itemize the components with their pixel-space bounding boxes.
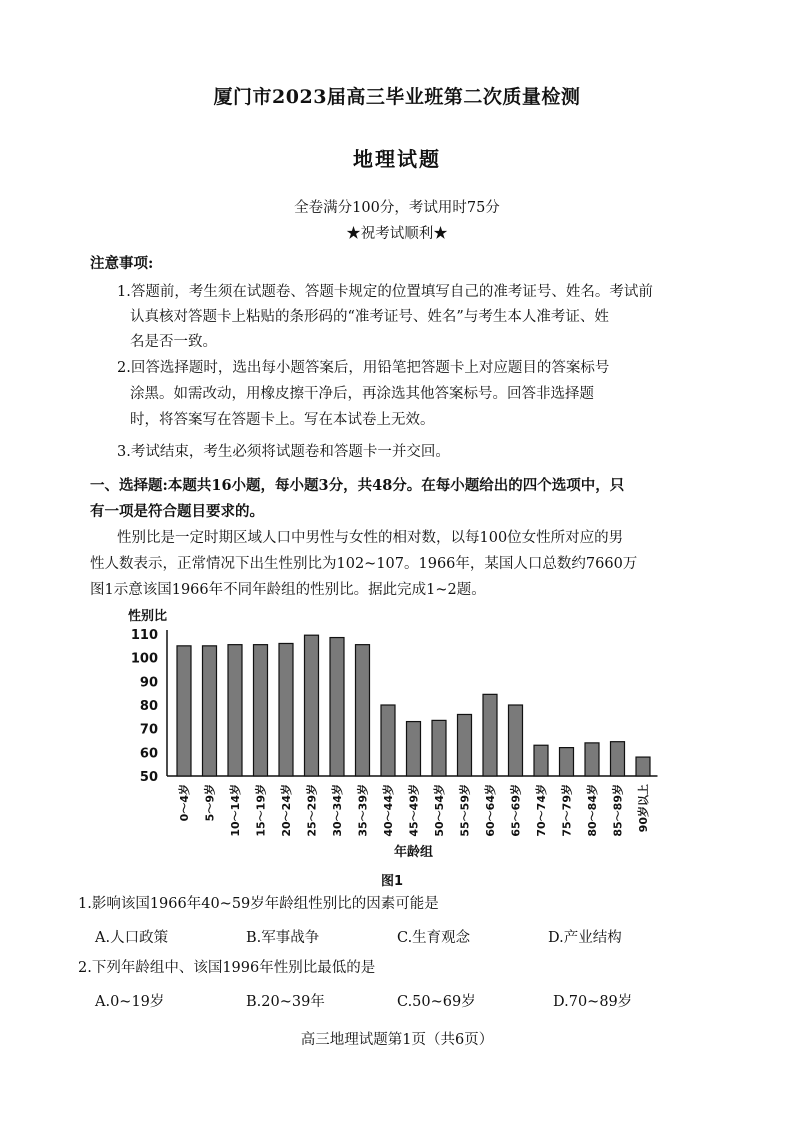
y-tick-label: 50 [139, 770, 158, 785]
question-1-option-a: A.人口政策 [95, 930, 169, 946]
bar-11 [458, 714, 472, 776]
section-1-heading-line-2: 有一项是符合题目要求的。 [90, 503, 264, 520]
question-1-stem: 1.影响该国1966年40~59岁年龄组性别比的因素可能是 [78, 896, 439, 912]
bar-4 [279, 643, 293, 776]
bar-15 [560, 748, 574, 776]
question-1-option-c: C.生育观念 [397, 930, 471, 946]
sex-ratio-bar-chart [120, 604, 680, 894]
question-2-stem: 2.下列年龄组中、该国1996年性别比最低的是 [78, 960, 376, 976]
x-tick-label: 40～44岁 [382, 784, 395, 837]
x-tick-label: 35～39岁 [356, 784, 370, 837]
x-tick-label: 5～9岁 [203, 784, 217, 822]
note-1-line-2: 认真核对答题卡上粘贴的条形码的“准考证号、姓名”与考生本人准考证、姓 [130, 309, 609, 325]
question-1-option-b: B.军事战争 [246, 930, 320, 946]
figure-caption: 图1 [380, 874, 404, 889]
intro-line-3: 图1示意该国1966年不同年龄组的性别比。据此完成1~2题。 [90, 582, 486, 598]
bar-5 [305, 635, 319, 776]
x-axis-label: 年龄组 [393, 845, 434, 860]
x-tick-label: 50～54岁 [433, 784, 446, 837]
note-3-line-1: 3.考试结束，考生必须将试题卷和答题卡一并交回。 [117, 444, 450, 460]
exam-title: 厦门市2023届高三毕业班第二次质量检测 [213, 86, 581, 108]
x-tick-label: 30～34岁 [331, 784, 344, 837]
bar-6 [330, 638, 344, 776]
bar-16 [585, 743, 599, 776]
x-tick-label: 45～49岁 [407, 784, 421, 837]
x-tick-label: 0～4岁 [178, 784, 191, 822]
y-axis-label: 性别比 [128, 609, 168, 624]
x-tick-label: 20～24岁 [280, 784, 293, 837]
x-tick-label: 70～74岁 [535, 784, 548, 837]
bar-12 [483, 694, 497, 776]
note-2-line-1: 2.回答选择题时，选出每小题答案后，用铅笔把答题卡上对应题目的答案标号 [117, 360, 610, 376]
x-tick-label: 15～19岁 [254, 784, 268, 837]
section-1-heading-line-1: 一、选择题:本题共16小题，每小题3分，共48分。在每小题给出的四个选项中，只 [90, 477, 625, 494]
note-1-line-1: 1.答题前，考生须在试题卷、答题卡规定的位置填写自己的准考证号、姓名。考试前 [117, 284, 653, 300]
bar-13 [509, 705, 523, 776]
question-1-option-d: D.产业结构 [548, 930, 622, 946]
intro-line-2: 性人数表示，正常情况下出生性别比为102~107。1966年，某国人口总数约7660万 [90, 556, 638, 572]
y-tick-label: 80 [139, 699, 158, 714]
bar-9 [407, 722, 421, 776]
bar-8 [381, 705, 395, 776]
x-tick-label: 25～29岁 [305, 784, 319, 837]
question-2-option-c: C.50~69岁 [397, 994, 476, 1010]
y-tick-label: 100 [130, 651, 158, 667]
x-tick-label: 80～84岁 [586, 784, 599, 837]
x-tick-label: 65～69岁 [509, 784, 523, 837]
x-tick-label: 10～14岁 [229, 784, 242, 837]
question-2-option-d: D.70~89岁 [553, 994, 633, 1010]
note-1-line-3: 名是否一致。 [130, 334, 217, 350]
notes-heading: 注意事项: [90, 255, 154, 272]
page-footer: 高三地理试题第1页（共6页） [300, 1032, 494, 1048]
y-tick-label: 60 [139, 746, 158, 762]
x-tick-label: 85～89岁 [611, 784, 625, 837]
bar-7 [356, 645, 370, 776]
question-2-option-a: A.0~19岁 [95, 994, 165, 1010]
bar-0 [177, 646, 191, 776]
note-2-line-3: 时，将答案写在答题卡上。写在本试卷上无效。 [130, 412, 435, 428]
y-tick-label: 90 [139, 675, 158, 691]
y-tick-label: 110 [130, 628, 158, 643]
x-tick-label: 90岁以上 [637, 784, 650, 833]
exam-info: 全卷满分100分，考试用时75分 [294, 200, 500, 216]
bar-17 [611, 742, 625, 776]
bar-14 [534, 745, 548, 776]
note-2-line-2: 涂黑。如需改动，用橡皮擦干净后，再涂选其他答案标号。回答非选择题 [130, 386, 594, 402]
x-tick-label: 75～79岁 [560, 784, 574, 837]
bar-2 [228, 645, 242, 776]
x-tick-label: 60～64岁 [484, 784, 497, 837]
good-luck-line: ★祝考试顺利★ [346, 226, 448, 242]
intro-line-1: 性别比是一定时期区域人口中男性与女性的相对数，以每100位女性所对应的男 [117, 530, 624, 546]
bar-3 [254, 645, 268, 776]
subject-title: 地理试题 [353, 147, 441, 171]
bar-10 [432, 720, 446, 776]
y-tick-label: 70 [139, 722, 158, 738]
bar-18 [636, 757, 650, 776]
x-tick-label: 55～59岁 [458, 784, 472, 837]
bar-1 [203, 646, 217, 776]
question-2-option-b: B.20~39年 [246, 994, 325, 1010]
